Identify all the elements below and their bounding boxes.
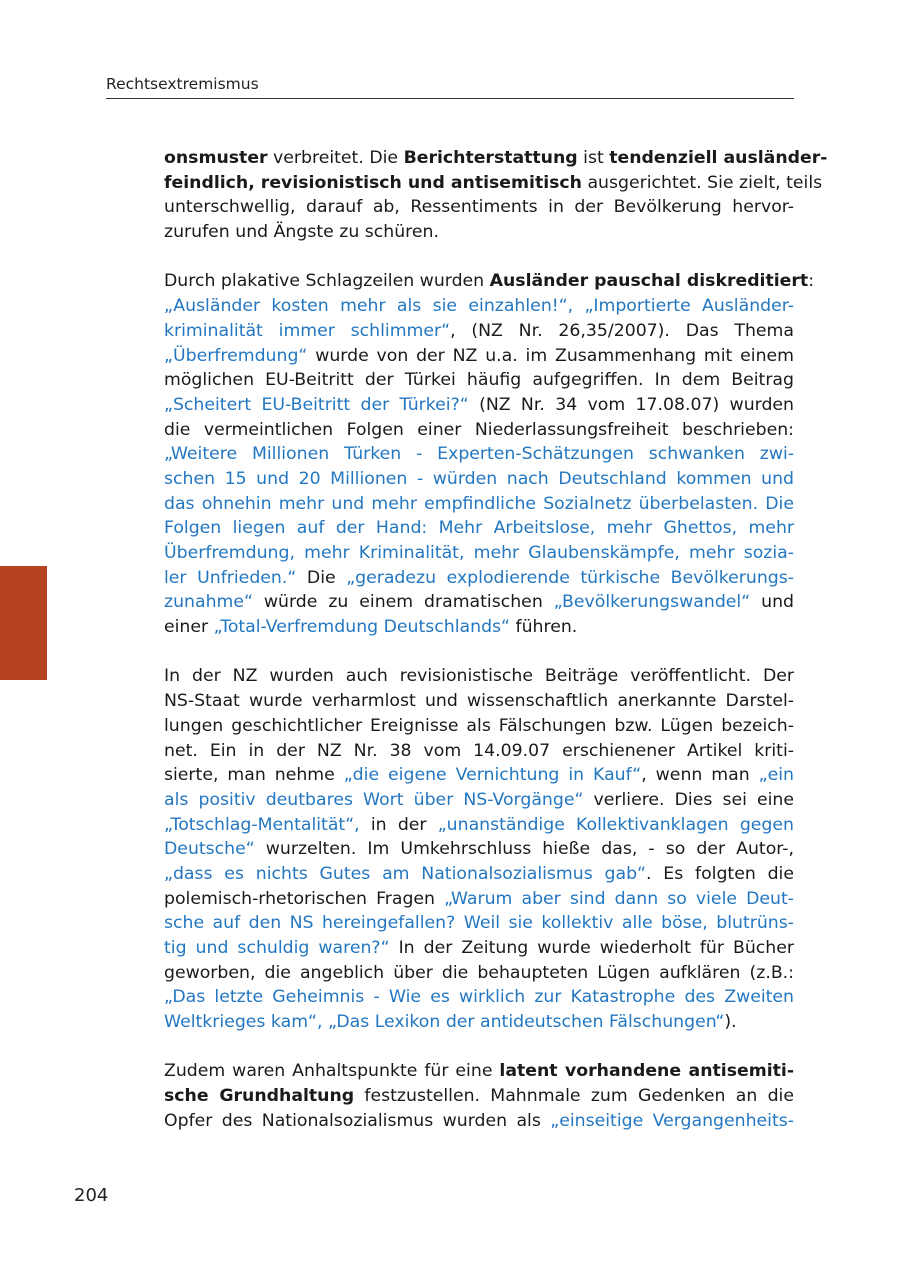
- text-line: [164, 393, 794, 418]
- text-line: [164, 1109, 794, 1134]
- emphasis-text: onsmuster: [164, 148, 268, 168]
- emphasis-text: sche Grundhaltung: [164, 1086, 355, 1107]
- text-line: [164, 590, 794, 615]
- text-line: [164, 344, 794, 369]
- paragraph: [164, 1059, 794, 1133]
- quotation-text: „Ausländer kosten mehr als sie einzahlen!“, „Importierte Ausländer-: [164, 296, 794, 317]
- paragraph: [164, 146, 828, 245]
- quotation-text: „ein: [758, 765, 794, 786]
- text-line: [164, 566, 794, 591]
- body-text-run: wurde von der NZ u.a. im Zusammenhang mit einem: [307, 345, 794, 366]
- page-number: 204: [74, 1185, 109, 1206]
- quotation-text: „Weitere Millionen Türken - Experten-Schätzungen schwanken zwi-: [164, 444, 794, 465]
- chapter-tab-marker: [0, 566, 47, 680]
- body-text-run: NS-Staat wurde verharmlost und wissenschaftlich anerkannte Darstel-: [164, 691, 794, 712]
- body-text-run: wurzelten. Im Umkehrschluss hieße das, - so der Autor-,: [254, 839, 794, 860]
- text-line: [164, 492, 794, 517]
- quotation-text: ler Unfrieden.“: [164, 567, 297, 588]
- body-text-run: möglichen EU-Beitritt der Türkei häufig aufgegriffen. In dem Beitrag: [164, 370, 794, 391]
- header-rule: [106, 98, 794, 99]
- quotation-text: „Bevölkerungswandel“: [553, 592, 751, 613]
- quotation-text: „unanständige Kollektivanklagen gegen: [437, 814, 794, 835]
- quotation-text: tig und schuldig waren?“: [164, 938, 390, 958]
- text-line: [164, 961, 794, 986]
- quotation-text: zunahme“: [164, 592, 253, 613]
- text-line: [164, 837, 794, 862]
- quotation-text: Deutsche“: [164, 839, 255, 860]
- body-text-run: Durch plakative Schlagzeilen wurden: [164, 271, 490, 292]
- quotation-text: „Total-Verfremdung Deutschlands“: [213, 617, 511, 638]
- body-text-run: zurufen und Ängste zu schüren.: [164, 222, 439, 243]
- text-line: [164, 887, 794, 912]
- paragraph: [164, 664, 794, 1034]
- quotation-text: „Totschlag-Mentalität“,: [164, 814, 360, 835]
- quotation-text: „die eigene Vernichtung in Kauf“: [343, 765, 642, 786]
- body-text-run: in der: [359, 814, 438, 835]
- body-text-run: und: [750, 592, 794, 613]
- body-text-run: In der NZ wurden auch revisionistische Beiträge veröffentlicht. Der: [164, 666, 794, 687]
- body-text-run: führen.: [510, 617, 578, 638]
- quotation-text: „Warum aber sind dann so viele Deut-: [444, 888, 794, 909]
- body-text-run: verliere. Dies sei eine: [583, 789, 794, 810]
- quotation-text: sche auf den NS hereingefallen? Weil sie kollektiv alle böse, blutrüns-: [164, 913, 794, 934]
- body-text-run: geworben, die angeblich über die behaupteten Lügen aufklären (z.B.:: [164, 962, 794, 983]
- quotation-text: Folgen liegen auf der Hand: Mehr Arbeitslose, mehr Ghettos, mehr: [164, 518, 794, 539]
- text-line: [164, 1010, 794, 1035]
- text-line: [164, 1059, 794, 1084]
- body-text: [164, 146, 828, 1158]
- body-text-run: , wenn man: [641, 765, 759, 786]
- body-text-run: :: [808, 271, 815, 292]
- text-line: [164, 689, 794, 714]
- quotation-text: als positiv deutbares Wort über NS-Vorgänge“: [164, 789, 584, 810]
- body-text-run: ausgerichtet. Sie zielt, teils: [581, 172, 823, 193]
- body-text-run: würde zu einem dramatischen: [252, 592, 554, 613]
- text-line: [164, 368, 794, 393]
- text-line: [164, 739, 794, 764]
- text-line: [164, 294, 794, 319]
- body-text-run: lungen geschichtlicher Ereignisse als Fälschungen bzw. Lügen bezeich-: [164, 715, 794, 736]
- body-text-run: (NZ Nr. 34 vom 17.08.07) wurden: [468, 394, 794, 415]
- text-line: [164, 467, 794, 492]
- text-line: [164, 615, 794, 640]
- text-line: [164, 664, 794, 689]
- text-line: [164, 541, 794, 566]
- text-line: [164, 763, 794, 788]
- body-text-run: einer: [164, 617, 214, 638]
- body-text-run: Die: [296, 567, 347, 588]
- quotation-text: Überfremdung, mehr Kriminalität, mehr Glaubenskämpfe, mehr sozia-: [164, 543, 794, 563]
- emphasis-text: Ausländer pauschal diskreditiert: [489, 271, 809, 292]
- quotation-text: kriminalität immer schlimmer“: [164, 320, 451, 341]
- body-text-run: festzustellen. Mahnmale zum Gedenken an die: [354, 1086, 794, 1107]
- text-line: [164, 418, 794, 443]
- body-text-run: Zudem waren Anhaltspunkte für eine: [164, 1061, 500, 1082]
- body-text-run: . Es folgten die: [646, 863, 794, 884]
- text-line: [164, 220, 794, 245]
- body-text-run: polemisch-rhetorischen Fragen: [164, 888, 445, 909]
- text-line: [164, 1084, 794, 1109]
- text-line: [164, 813, 794, 838]
- text-line: [164, 714, 794, 739]
- body-text-run: ist: [577, 148, 610, 168]
- quotation-text: „dass es nichts Gutes am Nationalsozialismus gab“: [164, 863, 646, 884]
- quotation-text: „Überfremdung“: [164, 345, 308, 366]
- text-line: [164, 269, 815, 294]
- text-line: [164, 319, 794, 344]
- text-line: [164, 985, 794, 1010]
- text-line: [164, 171, 823, 196]
- body-text-run: unterschwellig, darauf ab, Ressentiments in der Bevölkerung hervor-: [164, 197, 794, 218]
- emphasis-text: Berichterstattung: [403, 148, 578, 168]
- quotation-text: schen 15 und 20 Millionen - würden nach Deutschland kommen und: [164, 468, 794, 489]
- body-text-run: , (NZ Nr. 26,35/2007). Das Thema: [450, 320, 794, 341]
- text-line: [164, 516, 794, 541]
- text-line: [164, 195, 794, 220]
- body-text-run: sierte, man nehme: [164, 765, 344, 786]
- quotation-text: „Scheitert EU-Beitritt der Türkei?“: [164, 394, 469, 415]
- text-line: [164, 936, 794, 961]
- text-line: [164, 442, 794, 467]
- quotation-text: das ohnehin mehr und mehr empfindliche Sozialnetz überbelasten. Die: [164, 493, 794, 514]
- body-text-run: verbreitet. Die: [267, 148, 404, 168]
- body-text-run: die vermeintlichen Folgen einer Niederlassungsfreiheit beschrieben:: [164, 419, 794, 440]
- quotation-text: „Das letzte Geheimnis - Wie es wirklich zur Katastrophe des Zweiten: [164, 987, 794, 1008]
- text-line: [164, 862, 794, 887]
- quotation-text: „geradezu explodierende türkische Bevölkerungs-: [346, 567, 794, 588]
- paragraph: [164, 269, 815, 639]
- text-line: [164, 788, 794, 813]
- body-text-run: Opfer des Nationalsozialismus wurden als: [164, 1110, 551, 1131]
- body-text-run: ).: [724, 1012, 737, 1033]
- body-text-run: net. Ein in der NZ Nr. 38 vom 14.09.07 erschienener Artikel kriti-: [164, 740, 794, 761]
- body-text-run: In der Zeitung wurde wiederholt für Bücher: [389, 938, 794, 958]
- quotation-text: „einseitige Vergangenheits-: [550, 1110, 794, 1131]
- emphasis-text: latent vorhandene antisemiti-: [499, 1061, 794, 1082]
- emphasis-text: feindlich, revisionistisch und antisemitisch: [164, 172, 582, 193]
- text-line: [164, 146, 828, 171]
- running-head: Rechtsextremismus: [106, 75, 259, 93]
- text-line: [164, 911, 794, 936]
- quotation-text: Weltkrieges kam“, „Das Lexikon der antideutschen Fälschungen“: [164, 1012, 725, 1033]
- emphasis-text: tendenziell ausländer-: [609, 148, 828, 168]
